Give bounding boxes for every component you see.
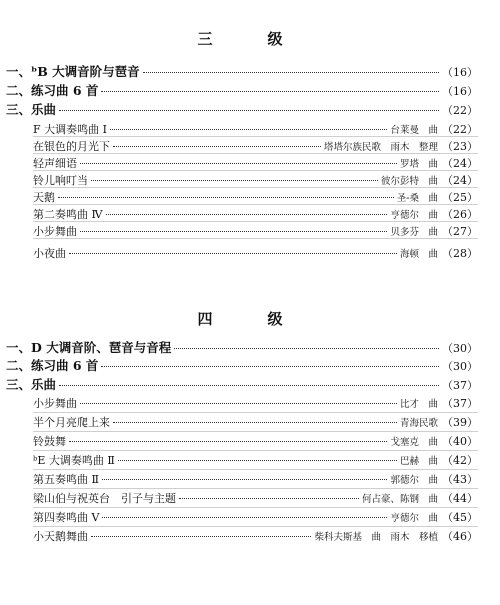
piece-title: 第四奏鸣曲 Ⅴ xyxy=(33,511,100,524)
dot-leader xyxy=(69,253,397,254)
piece-page-number: （37） xyxy=(442,397,478,410)
entry-page-number: （16） xyxy=(442,85,478,98)
piece-page-number: （39） xyxy=(442,416,478,429)
piece-credit: 塔塔尔族民歌 雨木 整理 xyxy=(323,142,438,153)
piece-credit: 柴科夫斯基 曲 雨木 移植 xyxy=(314,532,438,543)
piece-credit: 圣-桑 曲 xyxy=(396,193,438,204)
entry-title: 二、练习曲 6 首 xyxy=(6,83,99,98)
dot-leader xyxy=(143,72,439,73)
piece-title: 轻声细语 xyxy=(33,157,77,170)
piece-credit: 海顿 曲 xyxy=(399,249,438,260)
piece-title: ᵇE 大调奏鸣曲 Ⅱ xyxy=(33,454,115,467)
piece-title: 铃儿响叮当 xyxy=(33,174,88,187)
entry-page-number: （22） xyxy=(442,104,478,117)
toc-piece-entry[interactable] xyxy=(33,172,478,188)
dot-leader xyxy=(58,197,394,198)
dot-leader xyxy=(113,146,321,147)
piece-page-number: （22） xyxy=(442,123,478,136)
entry-page-number: （37） xyxy=(442,379,478,392)
entry-title: 三、乐曲 xyxy=(6,377,57,392)
row-divider xyxy=(33,412,478,413)
row-divider xyxy=(33,170,478,171)
dot-leader xyxy=(80,231,387,232)
piece-title: 第二奏鸣曲 Ⅳ xyxy=(33,208,103,221)
piece-title: 小天鹅舞曲 xyxy=(33,530,88,543)
piece-credit: 何占豪、陈钢 曲 xyxy=(361,494,438,505)
dot-leader xyxy=(101,366,439,367)
dot-leader xyxy=(59,110,439,111)
dot-leader xyxy=(113,422,397,423)
row-divider xyxy=(33,488,478,489)
row-divider xyxy=(33,507,478,508)
dot-leader xyxy=(80,163,397,164)
dot-leader xyxy=(91,536,311,537)
toc-piece-entry[interactable] xyxy=(33,471,478,487)
row-divider xyxy=(33,153,478,154)
piece-title: 天鹅 xyxy=(33,191,55,204)
piece-page-number: （45） xyxy=(442,511,478,524)
section-heading-level-3: 三 级 xyxy=(197,30,303,48)
toc-piece-entry[interactable] xyxy=(33,509,478,525)
toc-piece-entry[interactable] xyxy=(33,189,478,205)
toc-main-entry[interactable] xyxy=(6,81,478,99)
dot-leader xyxy=(80,403,397,404)
piece-page-number: （43） xyxy=(442,473,478,486)
toc-piece-entry[interactable] xyxy=(33,433,478,449)
piece-title: 铃鼓舞 xyxy=(33,435,66,448)
piece-credit: 亨德尔 曲 xyxy=(390,210,438,221)
dot-leader xyxy=(174,348,439,349)
row-divider xyxy=(33,221,478,222)
toc-piece-entry[interactable] xyxy=(33,528,478,544)
row-divider xyxy=(33,187,478,188)
toc-piece-entry[interactable] xyxy=(33,206,478,222)
toc-main-entry[interactable] xyxy=(6,356,478,374)
toc-main-entry[interactable] xyxy=(6,338,478,356)
dot-leader xyxy=(59,385,439,386)
toc-main-entry[interactable] xyxy=(6,375,478,393)
dot-leader xyxy=(69,441,387,442)
piece-page-number: （28） xyxy=(442,247,478,260)
piece-credit: 戈塞克 曲 xyxy=(390,437,438,448)
toc-piece-entry[interactable] xyxy=(33,452,478,468)
piece-credit: 亨德尔 曲 xyxy=(390,513,438,524)
piece-title: 小步舞曲 xyxy=(33,225,77,238)
toc-piece-entry[interactable] xyxy=(33,138,478,154)
piece-page-number: （42） xyxy=(442,454,478,467)
piece-credit: 台莱曼 曲 xyxy=(390,125,438,136)
dot-leader xyxy=(102,517,387,518)
dot-leader xyxy=(110,129,388,130)
piece-credit: 彼尔彭特 曲 xyxy=(380,176,438,187)
row-divider xyxy=(33,431,478,432)
row-divider xyxy=(33,204,478,205)
row-divider xyxy=(33,238,478,239)
toc-piece-entry[interactable] xyxy=(33,414,478,430)
row-divider xyxy=(33,450,478,451)
piece-page-number: （40） xyxy=(442,435,478,448)
toc-piece-entry[interactable] xyxy=(33,223,478,239)
row-divider xyxy=(33,526,478,527)
entry-title: 一、ᵇB 大调音阶与琶音 xyxy=(6,64,140,79)
piece-title: 小步舞曲 xyxy=(33,397,77,410)
dot-leader xyxy=(91,180,378,181)
toc-piece-entry[interactable] xyxy=(33,395,478,411)
entry-title: 三、乐曲 xyxy=(6,102,57,117)
toc-main-entry[interactable] xyxy=(6,100,478,118)
toc-main-entry[interactable] xyxy=(6,62,478,80)
entry-page-number: （30） xyxy=(442,360,478,373)
entry-title: 一、D 大调音阶、琶音与音程 xyxy=(6,340,172,355)
piece-page-number: （24） xyxy=(442,157,478,170)
piece-credit: 贝多芬 曲 xyxy=(390,227,438,238)
dot-leader xyxy=(179,498,359,499)
entry-title: 二、练习曲 6 首 xyxy=(6,358,99,373)
piece-page-number: （26） xyxy=(442,208,478,221)
piece-title: 小夜曲 xyxy=(33,247,66,260)
entry-page-number: （30） xyxy=(442,342,478,355)
piece-title: F 大调奏鸣曲 Ⅰ xyxy=(33,123,107,136)
piece-page-number: （25） xyxy=(442,191,478,204)
dot-leader xyxy=(118,460,397,461)
toc-piece-entry[interactable] xyxy=(33,155,478,171)
piece-title: 在银色的月光下 xyxy=(33,140,110,153)
section-heading-level-4: 四 级 xyxy=(197,310,303,328)
piece-credit: 比才 曲 xyxy=(399,399,438,410)
dot-leader xyxy=(101,91,439,92)
piece-title: 半个月亮爬上来 xyxy=(33,416,110,429)
piece-credit: 郭德尔 曲 xyxy=(390,475,438,486)
toc-piece-entry[interactable] xyxy=(33,121,478,137)
piece-page-number: （44） xyxy=(442,492,478,505)
piece-credit: 罗塔 曲 xyxy=(399,159,438,170)
toc-piece-entry[interactable] xyxy=(33,490,478,506)
piece-page-number: （46） xyxy=(442,530,478,543)
dot-leader xyxy=(106,214,388,215)
entry-page-number: （16） xyxy=(442,66,478,79)
dot-leader xyxy=(102,479,388,480)
row-divider xyxy=(33,136,478,137)
row-divider xyxy=(33,469,478,470)
piece-page-number: （24） xyxy=(442,174,478,187)
piece-page-number: （23） xyxy=(442,140,478,153)
piece-credit: 巴赫 曲 xyxy=(399,456,438,467)
piece-credit: 青海民歌 xyxy=(399,418,438,429)
piece-title: 第五奏鸣曲 Ⅱ xyxy=(33,473,99,486)
piece-page-number: （27） xyxy=(442,225,478,238)
piece-title: 梁山伯与祝英台 引子与主题 xyxy=(33,492,176,505)
toc-piece-entry[interactable] xyxy=(33,245,478,261)
